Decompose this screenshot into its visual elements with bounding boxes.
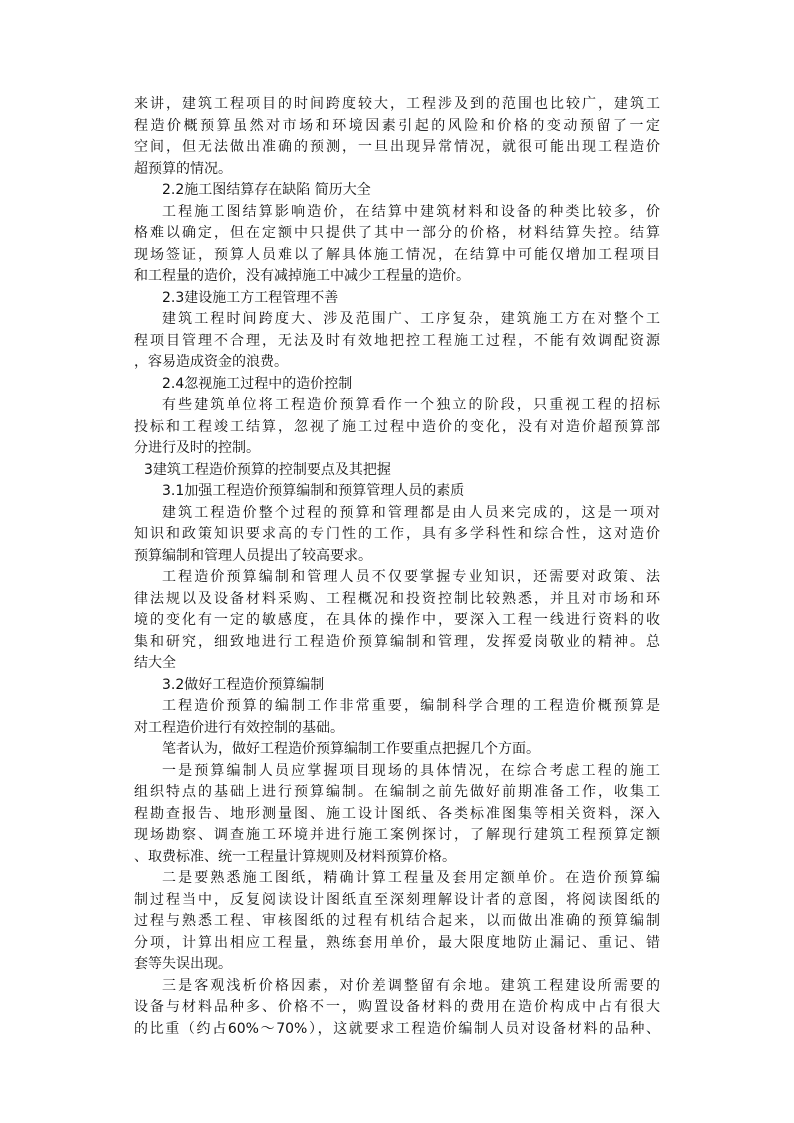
- text-line: 程勘查报告、地形测量图、施工设计图纸、各类标准图集等相关资料，深入: [134, 805, 660, 822]
- text-line: 制过程当中，反复阅读设计图纸直至深刻理解设计者的意图，将阅读图纸的: [134, 891, 660, 908]
- text-line: 工程施工图结算影响造价，在结算中建筑材料和设备的种类比较多，价: [162, 203, 660, 220]
- text-line: 建筑工程时间跨度大、涉及范围广、工序复杂，建筑施工方在对整个工: [162, 311, 660, 327]
- text-line: 2.4忽视施工过程中的造价控制: [162, 375, 353, 392]
- text-line: 三是客观浅析价格因素，对价差调整留有余地。建筑工程建设所需要的: [162, 977, 660, 994]
- text-line: 程项目管理不合理，无法及时有效地把控工程施工过程，不能有效调配资源: [134, 332, 660, 349]
- text-line: 律法规以及设备材料采购、工程概况和投资控制比较熟悉，并且对市场和环: [134, 590, 660, 607]
- text-line: 现场签证，预算人员难以了解具体施工情况，在结算中可能仅增加工程项目: [134, 246, 660, 263]
- text-line: 和工程量的造价，没有减掉施工中减少工程量的造价。: [134, 268, 470, 284]
- text-line: 现场勘察、调查施工环境并进行施工案例探讨，了解现行建筑工程预算定额: [134, 827, 660, 843]
- text-line: 套等失误出现。: [134, 956, 232, 972]
- text-line: 分进行及时的控制。: [134, 440, 260, 456]
- text-line: 、取费标准、统一工程量计算规则及材料预算价格。: [134, 848, 456, 865]
- text-line: 预算编制和管理人员提出了较高要求。: [134, 547, 372, 564]
- text-line: 集和研究，细致地进行工程造价预算编制和管理，发挥爱岗敬业的精神。总: [134, 633, 660, 650]
- text-line: 3.2做好工程造价预算编制: [162, 676, 325, 693]
- text-line: 2.3建设施工方工程管理不善: [162, 289, 339, 306]
- text-line: 分项，计算出相应工程量，熟练套用单价，最大限度地防止漏记、重记、错: [134, 934, 660, 951]
- text-line: 结大全: [134, 655, 176, 671]
- text-line: 的比重（约占60%～70%），这就要求工程造价编制人员对设备材料的品种、: [134, 1020, 660, 1037]
- text-line: 二是要熟悉施工图纸，精确计算工程量及套用定额单价。在造价预算编: [162, 870, 660, 886]
- text-line: 有些建筑单位将工程造价预算看作一个独立的阶段，只重视工程的招标: [162, 397, 660, 413]
- text-line: 空间，但无法做出准确的预测，一旦出现异常情况，就很可能出现工程造价: [134, 139, 660, 155]
- text-line: 格难以确定，但在定额中只提供了其中一部分的价格，材料结算失控。结算: [134, 225, 660, 241]
- text-line: 一是预算编制人员应掌握项目现场的具体情况，在综合考虑工程的施工: [162, 762, 660, 779]
- text-line: 程造价概预算虽然对市场和环境因素引起的风险和价格的变动预留了一定: [134, 117, 660, 134]
- text-line: 来讲，建筑工程项目的时间跨度较大，工程涉及到的范围也比较广，建筑工: [134, 96, 660, 112]
- text-line: 笔者认为，做好工程造价预算编制工作要重点把握几个方面。: [162, 741, 540, 757]
- text-line: 知识和政策知识要求高的专门性的工作，具有多学科性和综合性，这对造价: [134, 526, 660, 542]
- text-line: 投标和工程竣工结算，忽视了施工过程中造价的变化，没有对造价超预算部: [134, 418, 660, 435]
- text-line: 组织特点的基础上进行预算编制。在编制之前先做好前期准备工作，收集工: [134, 784, 660, 800]
- document-body: [134, 94, 660, 1040]
- text-line: 工程造价预算编制和管理人员不仅要掌握专业知识，还需要对政策、法: [162, 569, 660, 585]
- text-line: 设备与材料品种多、价格不一，购置设备材料的费用在造价构成中占有很大: [134, 999, 660, 1015]
- text-line: ，容易造成资金的浪费。: [134, 354, 288, 370]
- text-line: 超预算的情况。: [134, 160, 232, 177]
- text-line: 工程造价预算的编制工作非常重要，编制科学合理的工程造价概预算是: [162, 698, 660, 714]
- text-line: 2.2施工图结算存在缺陷 简历大全: [162, 182, 371, 198]
- text-line: 境的变化有一定的敏感度，在具体的操作中，要深入工程一线进行资料的收: [134, 612, 660, 628]
- text-line: 3建筑工程造价预算的控制要点及其把握: [144, 461, 391, 478]
- text-line: 过程与熟悉工程、审核图纸的过程有机结合起来，以而做出准确的预算编制: [134, 913, 660, 929]
- text-line: 3.1加强工程造价预算编制和预算管理人员的素质: [162, 483, 465, 499]
- text-line: 建筑工程造价整个过程的预算和管理都是由人员来完成的，这是一项对: [162, 504, 660, 521]
- text-line: 对工程造价进行有效控制的基础。: [134, 719, 344, 736]
